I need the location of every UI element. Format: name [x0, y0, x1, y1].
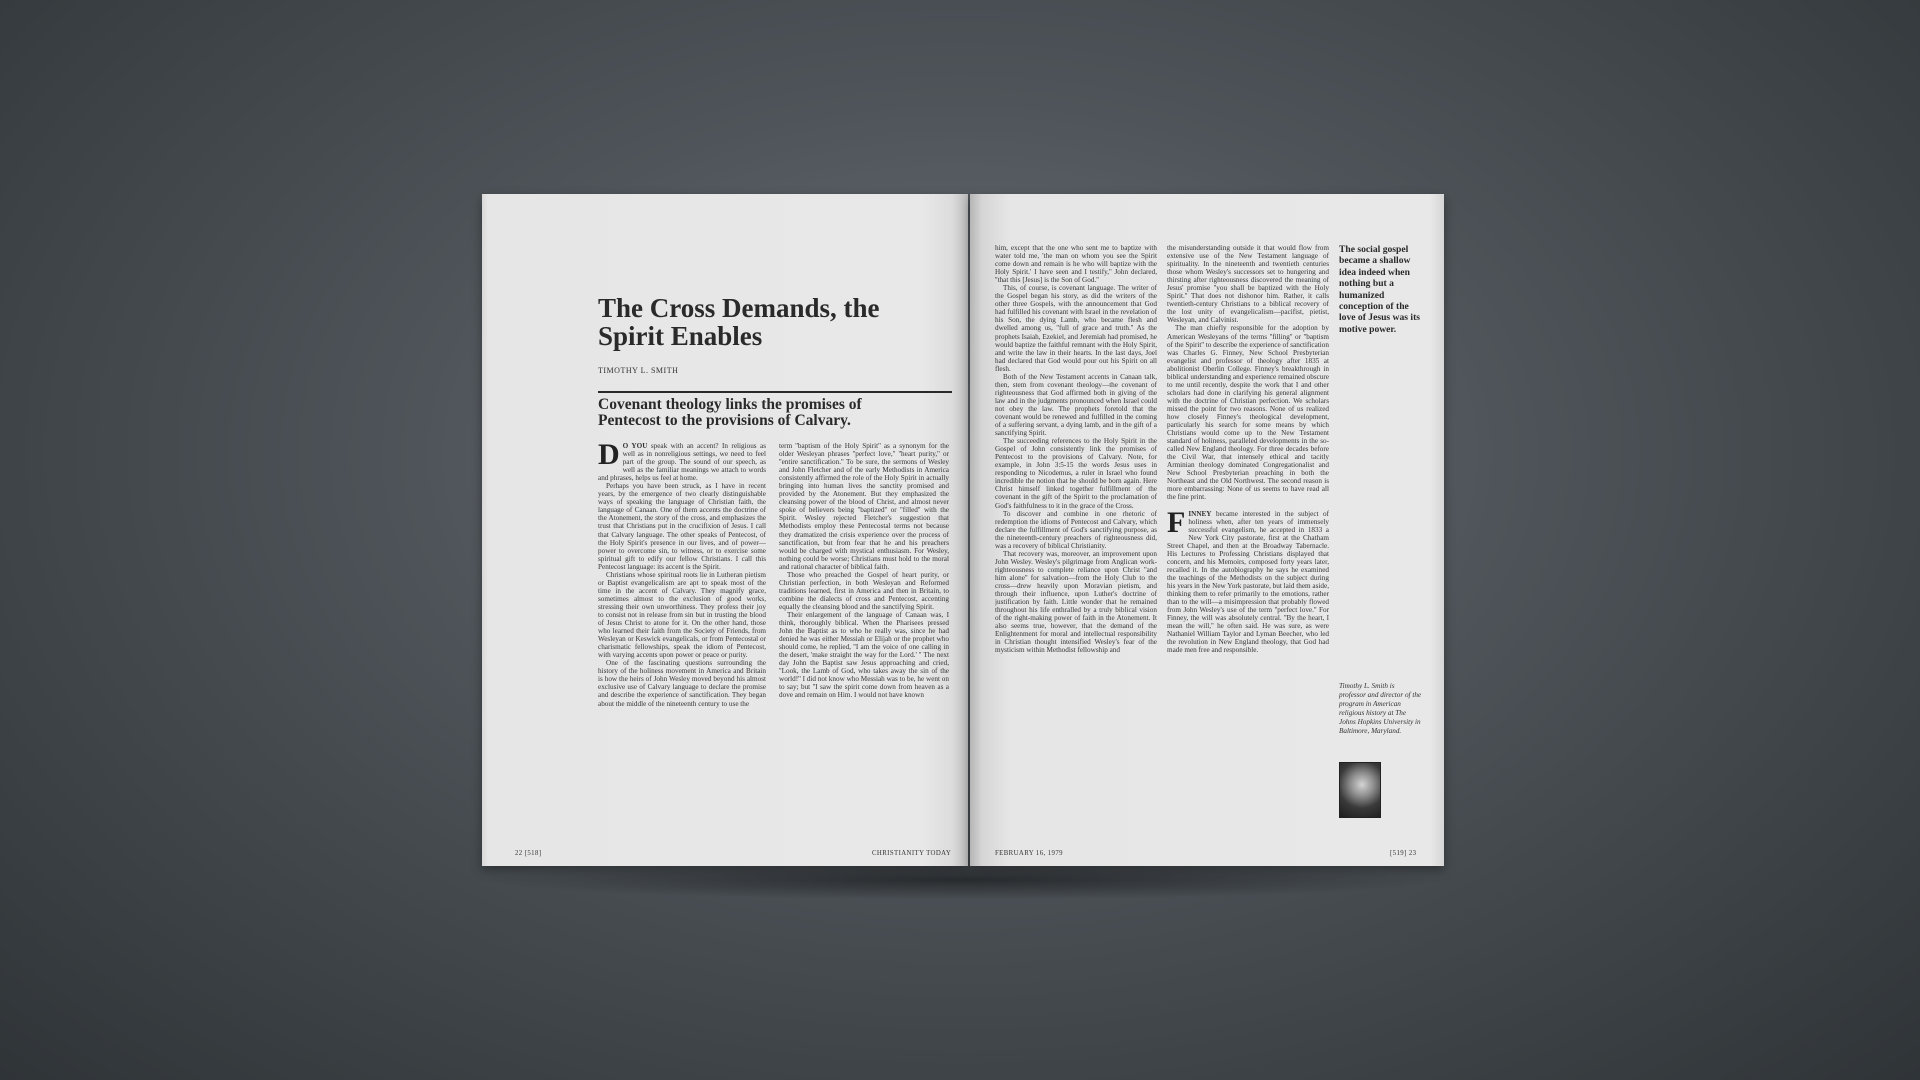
- body-column-1: [598, 442, 766, 842]
- paragraph-5: term ''baptism of the Holy Spirit'' as a synonym for the older Wesleyan phrases ''perfect love,'' ''heart purity,'' or ''entire sanctification.'' To be sure, the sermons of Wesley and John Fletcher and of the early Methodists in America consistently affirmed the role of the Holy Spirit in actually bringing into human lives the sanctity promised and provided by the Atonement. But they emphasized the cleansing power of the blood of Christ, and almost never spoke of believers being ''baptized'' or ''filled'' with the Spirit. Wesley rejected Fletcher's suggestion that Methodists employ these Pentecostal terms not because they dramatized the crisis experience over the process of sanctification, but from fear that he and his preachers would be charged with mystical enthusiasm. For Wesley, nothing could be worse; Christians must hold to the moral and rational character of biblical faith.: [779, 442, 949, 571]
- drop-cap-d: D: [598, 442, 620, 471]
- body-column-3: [995, 244, 1157, 842]
- lead-in-finney: INNEY: [1188, 509, 1212, 518]
- paragraph-13: That recovery was, moreover, an improvement upon John Wesley. Wesley's pilgrimage from Anglican work-righteousness to complete reliance upon Christ ''and him alone'' for salvation—from the Holy Club to the cross—drew heavily upon Moravian pietism, and through their influence, upon Luther's doctrine of justification by faith. Little wonder that he remained throughout his life enthralled by a truly biblical vision of the right-making power of faith in the Atonement. It also seems true, however, that the demand of the Enlightenment for moral and intellectual responsibility in Christian thought intensified Wesley's fear of the mysticism within Methodist fellowship and: [995, 549, 1157, 655]
- paragraph-1-text: speak with an accent? In religious as well as in nonreligious settings, we need to feel part of the group. The sound of our speech, as well as the familiar meanings we attach to words and phrases, helps us feel at home.: [598, 442, 766, 483]
- drop-cap-f: F: [1167, 505, 1186, 539]
- author-portrait: [1339, 762, 1381, 818]
- paragraph-15: The man chiefly responsible for the adoption by American Wesleyans of the terms ''filling'' or ''baptism of the Spirit'' to describe the experience of sanctification was Charles G. Finney, New School Presbyterian evangelist and professor of theology after 1835 at abolitionist Oberlin College. Finney's breakthrough in biblical understanding and experience remained obscure to me until recently, despite the work that I and other scholars had done in clarifying his general alignment with the doctrine of Christian perfection. We scholars missed the point for two reasons. None of us realized how closely Finney's theological development, particularly his search for some means by which Christians would come up to the New Testament standard of holiness, paralleled developments in the so-called New England theology. For three decades before the Civil War, that intensely ethical and tacitly Arminian theology dominated Congregationalist and New School Presbyterian preaching in both the Northeast and the Old Northwest. The second reason is more embarrassing: None of us seems to have read all the fine print.: [1167, 324, 1329, 502]
- paragraph-10: Both of the New Testament accents in Canaan talk, then, stem from covenant theology—the covenant of righteousness that God affirmed both in giving of the law and in the judgments pronounced when Israel could not obey the law. The prophets foretold that the covenant would be renewed and fulfilled in the coming of a suffering servant, a dying lamb, and in the gift of a sanctifying Spirit.: [995, 372, 1157, 438]
- paragraph-2: Perhaps you have been struck, as I have in recent years, by the emergence of two clearly distinguishable ways of speaking the language of Christian faith, the language of Canaan. One of them accents the doctrine of the Atonement, the story of the cross, and emphasizes the trust that Christians put in the crucifixion of Jesus. I call that Calvary language. The other speaks of Pentecost, of the Holy Spirit's presence in our lives, and of power—power to overcome sin, to witness, or to exercise some spiritual gift to edify our fellow Christians. I call this Pentecost language: its accent is the Spirit.: [598, 482, 766, 571]
- article-author: TIMOTHY L. SMITH: [598, 366, 679, 375]
- paragraph-3: Christians whose spiritual roots lie in Lutheran pietism or Baptist evangelicalism are apt to speak most of the time in the accent of Calvary. They magnify grace, sometimes almost to the exclusion of good works, stressing their own unworthiness. They profess their joy to consist not in release from sin but in trusting the blood of Jesus Christ to atone for it. On the other hand, those who learned their faith from the Society of Friends, from Wesleyan or Keswick evangelicals, or from Pentecostal or charismatic fellowships, speak the idiom of Pentecost, with varying accents upon power or peace or purity.: [598, 570, 766, 660]
- body-column-2: [779, 442, 949, 842]
- left-page: [482, 194, 968, 866]
- right-page-number: [519] 23: [1390, 850, 1417, 857]
- paragraph-9: This, of course, is covenant language. The writer of the Gospel began his story, as did the writers of the other three Gospels, with the announcement that God had fulfilled his covenant with Israel in the revelation of his Son, the dying Lamb, who became flesh and dwelled among us, ''full of grace and truth.'' As the prophets Isaiah, Ezekiel, and Jeremiah had promised, he would baptize the faithful remnant with the Holy Spirit, and write the law in their hearts. In the last days, Joel had declared that God would pour out his Spirit on all flesh.: [995, 284, 1157, 373]
- magazine-spread: [482, 194, 1444, 866]
- author-bio: Timothy L. Smith is professor and director of the program in American religious history at The Johns Hopkins University in Baltimore, Maryland.: [1339, 682, 1422, 735]
- pull-quote: The social gospel became a shallow idea indeed when nothing but a humanized conception of the love of Jesus was its motive power.: [1339, 244, 1421, 335]
- paragraph-16: [1167, 505, 1329, 655]
- article-title: The Cross Demands, the Spirit Enables: [598, 293, 880, 351]
- magazine-name: CHRISTIANITY TODAY: [872, 850, 952, 857]
- paragraph-7: Their enlargement of the language of Canaan was, I think, thoroughly biblical. When the Pharisees pressed John the Baptist as to who he really was, since he had denied he was either Messiah or Elijah or the prophet who should come, he replied, ''I am the voice of one calling in the desert, 'make straight the way for the Lord.' '' The next day John the Baptist saw Jesus approaching and cried, ''Look, the Lamb of God, who takes away the sin of the world!'' I did not know who Messiah was to be, he went on to say; but ''I saw the spirit come down from heaven as a dove and remain on Him. I would not have known: [779, 610, 949, 700]
- issue-date: FEBRUARY 16, 1979: [995, 850, 1063, 857]
- paragraph-11: The succeeding references to the Holy Spirit in the Gospel of John consistently link the promises of Pentecost to the provisions of Calvary. Note, for example, in John 3:5-15 the words Jesus uses in responding to Nicodemus, a ruler in Israel who found incredible the notion that he should be born again. Here Christ himself linked together fulfillment of the covenant in the gift of the Spirit to the proclamation of God's faithfulness to it in the grace of the Cross.: [995, 437, 1157, 510]
- magazine-shadow: [478, 860, 1448, 900]
- paragraph-12: To discover and combine in one rhetoric of redemption the idioms of Pentecost and Calvary, which declare the fulfillment of God's sanctifying purpose, as the nineteenth-century preachers of righteousness did, was a recovery of biblical Christianity.: [995, 509, 1157, 550]
- title-rule: [598, 391, 952, 393]
- paragraph-8: him, except that the one who sent me to baptize with water told me, 'the man on whom you see the Spirit come down and remain is he who will baptize with the Holy Spirit.' I have seen and I testify,'' John declared, ''that this [Jesus] is the Son of God.'': [995, 244, 1157, 285]
- paragraph-1: [598, 442, 766, 482]
- left-page-number: 22 [518]: [515, 850, 542, 857]
- body-column-4: [1167, 244, 1329, 842]
- paragraph-6: Those who preached the Gospel of heart purity, or Christian perfection, in both Wesleyan and Reformed traditions learned, first in America and then in Britain, to combine the dialects of cross and Pentecost, accenting equally the cleansing blood and the sanctifying Spirit.: [779, 570, 949, 611]
- paragraph-16-text: became interested in the subject of holiness when, after ten years of immensely successful evangelism, he accepted in 1833 a New York City pastorate, first at the Chatham Street Chapel, and then at the Broadway Tabernacle. His Lectures to Professing Christians displayed that concern, and his Memoirs, composed forty years later, recalled it. In the autobiography he says he examined the teachings of the Methodists on the subject during his years in the New York pastorate, but laid them aside, thinking them to refer primarily to the emotions, rather than to the will—a misimpression that probably flowed from John Wesley's use of the term ''perfect love.'' For Finney, the will was absolutely central. ''By the heart, I mean the will,'' he often said. He was sure, as were Nathaniel William Taylor and Lyman Beecher, who led the revolution in New England theology, that God had made men free and responsible.: [1167, 509, 1329, 655]
- paragraph-14: the misunderstanding outside it that would flow from extensive use of the New Testament language of spirituality. In the nineteenth and twentieth centuries those whom Wesley's successors set to hungering and thirsting after righteousness discovered the meaning of Jesus' promise ''you shall be baptized with the Holy Spirit.'' That does not dishonor him. Rather, it calls twentieth-century Christians to a biblical recovery of the lost unity of evangelicalism—pacifist, pietist, Wesleyan, and Calvinist.: [1167, 244, 1329, 325]
- article-deck: Covenant theology links the promises of Pentecost to the provisions of Calvary.: [598, 396, 862, 429]
- right-page: [970, 194, 1444, 866]
- paragraph-4: One of the fascinating questions surrounding the history of the holiness movement in America and Britain is how the heirs of John Wesley moved beyond his almost exclusive use of Calvary language to declare the promise and describe the experience of sanctification. They began about the middle of the nineteenth century to use the: [598, 659, 766, 708]
- lead-in: O YOU: [622, 442, 648, 450]
